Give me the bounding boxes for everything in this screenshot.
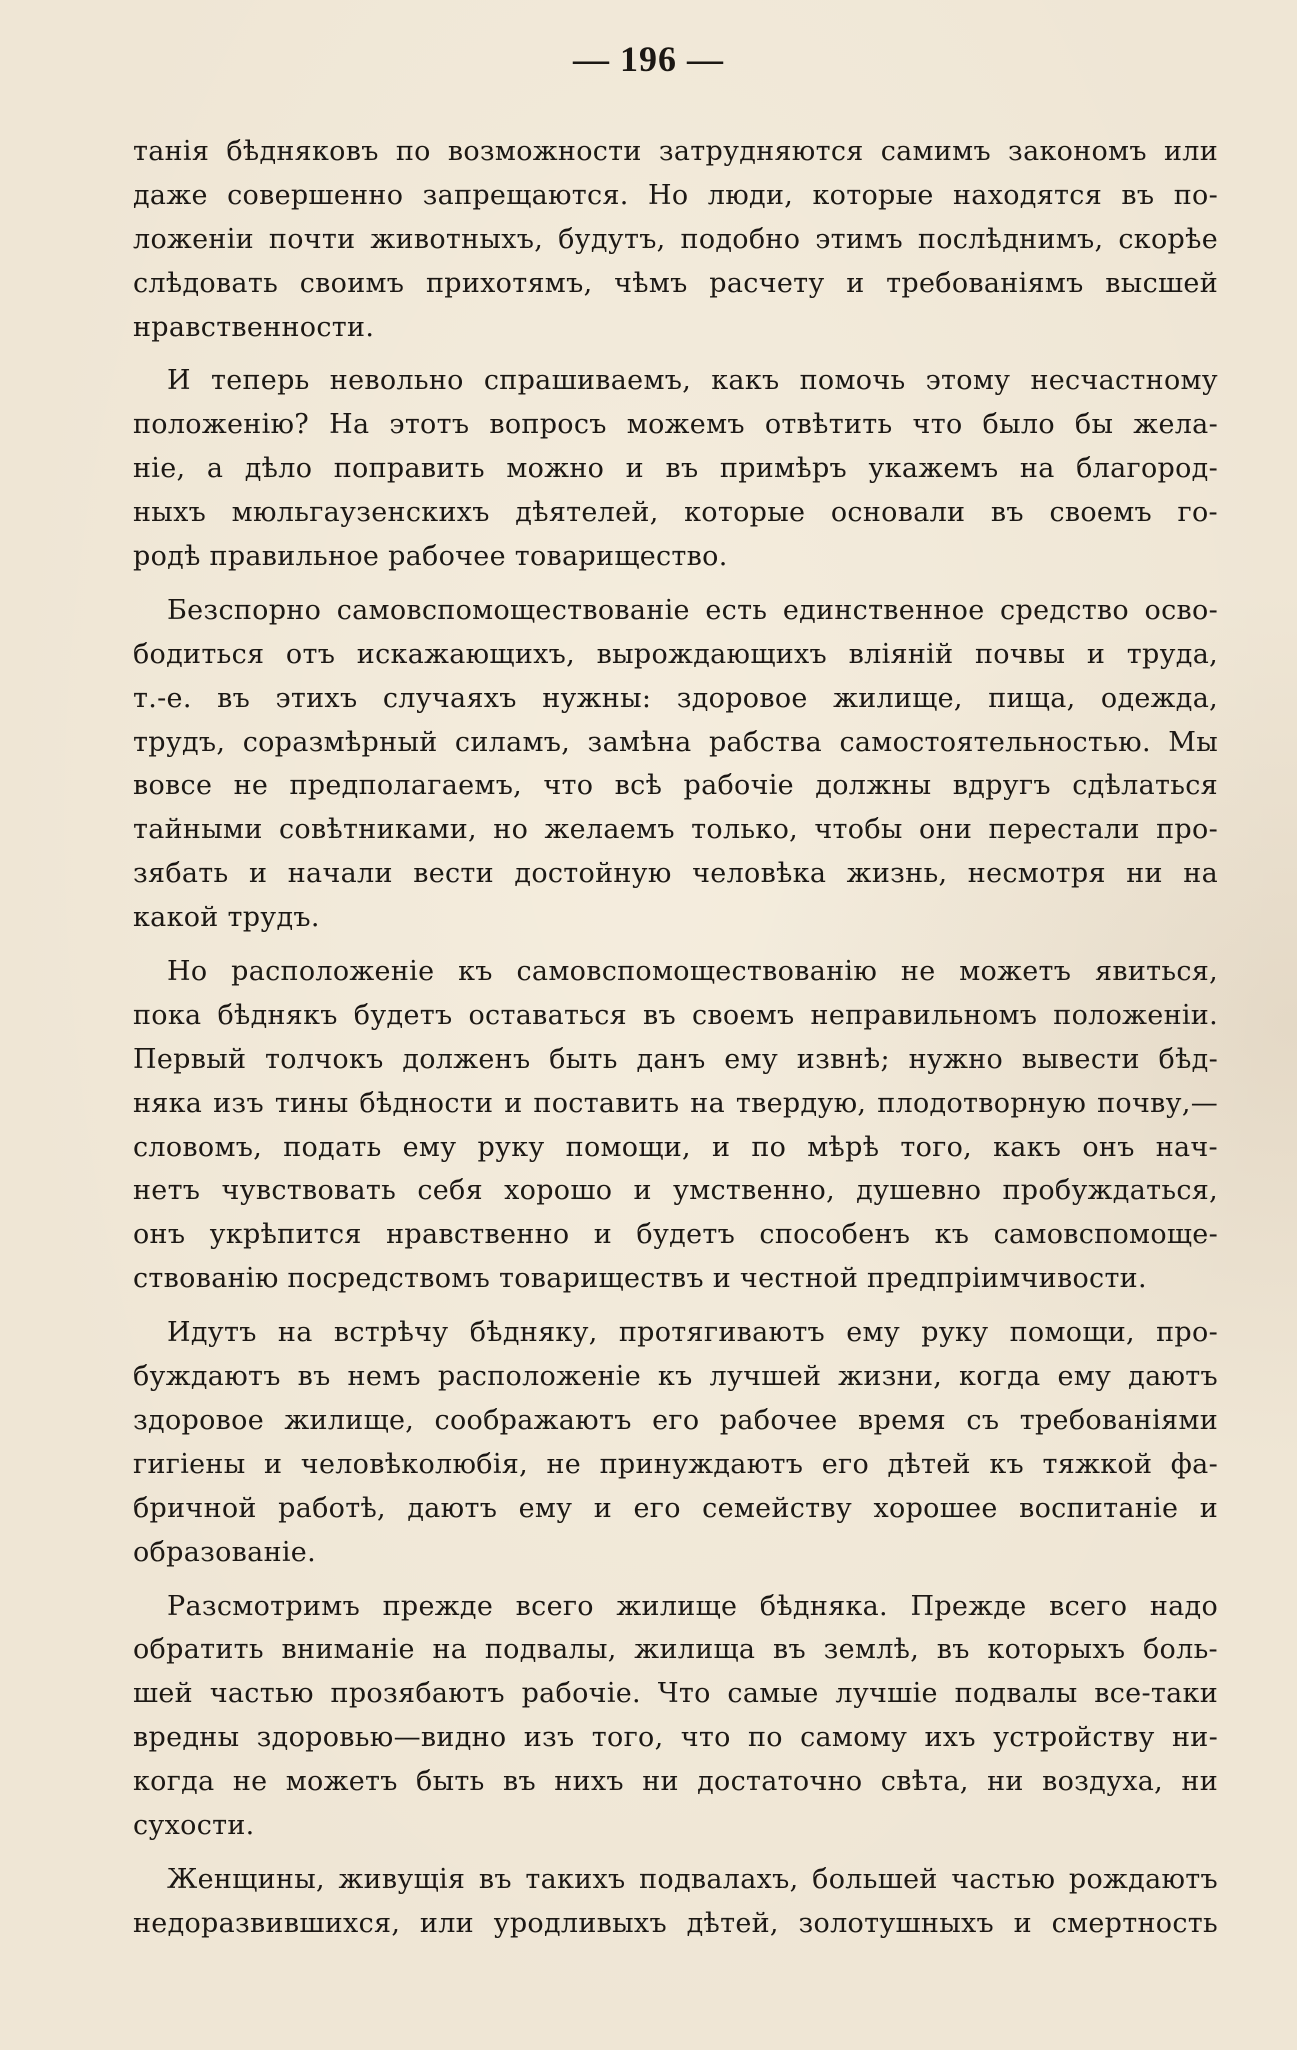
text-line: гигіены и человѣколюбія, не принуждаютъ его дѣтей къ тяжкой фа-	[133, 1448, 1218, 1480]
text-line: ложеніи почти животныхъ, будутъ, подобно этимъ послѣднимъ, скорѣе	[133, 223, 1218, 255]
paragraph-gap	[133, 349, 1218, 359]
text-line: Женщины, живущія въ такихъ подвалахъ, большей частью рождаютъ	[167, 1863, 1218, 1895]
text-line: онъ укрѣпится нравственно и будетъ способенъ къ самовспомоще-	[133, 1219, 1218, 1251]
text-line: какой трудъ.	[133, 902, 320, 934]
paragraph-gap	[133, 1848, 1218, 1858]
text-line: бричной работѣ, даютъ ему и его семейству хорошее воспитаніе и	[133, 1492, 1218, 1524]
text-line: ствованію посредствомъ товариществъ и честной предпріимчивости.	[133, 1263, 1147, 1295]
text-line: Но расположеніе къ самовспомоществованію не можетъ явиться,	[167, 956, 1218, 988]
text-line: образованіе.	[133, 1536, 316, 1568]
paragraph	[133, 1585, 1218, 1848]
paragraph-gap	[133, 940, 1218, 950]
text-line: сухости.	[133, 1809, 255, 1841]
body-text	[133, 130, 1218, 1946]
paragraph	[133, 1858, 1218, 1946]
text-line: нетъ чувствовать себя хорошо и умственно, душевно пробуждаться,	[133, 1175, 1218, 1207]
text-line: зябать и начали вести достойную человѣка жизнь, несмотря ни на	[133, 858, 1218, 890]
text-line: недоразвившихся, или уродливыхъ дѣтей, золотушныхъ и смертность	[133, 1907, 1218, 1939]
text-line: ныхъ мюльгаузенскихъ дѣятелей, которые основали въ своемъ го-	[133, 497, 1218, 529]
text-line: нравственности.	[133, 311, 375, 343]
paragraph	[133, 1311, 1218, 1574]
text-line: слѣдовать своимъ прихотямъ, чѣмъ расчету и требованіямъ высшей	[133, 267, 1218, 299]
text-line: словомъ, подать ему руку помощи, и по мѣрѣ того, какъ онъ нач-	[133, 1131, 1218, 1163]
text-line: тайными совѣтниками, но желаемъ только, чтобы они перестали про-	[133, 814, 1218, 846]
text-line: обратить вниманіе на подвалы, жилища въ землѣ, въ которыхъ боль-	[133, 1634, 1218, 1666]
paragraph-gap	[133, 1301, 1218, 1311]
text-line: трудъ, соразмѣрный силамъ, замѣна рабства самостоятельностью. Мы	[133, 726, 1218, 758]
text-line: здоровое жилище, соображаютъ его рабочее время съ требованіями	[133, 1404, 1218, 1436]
paragraph	[133, 950, 1218, 1301]
text-line: Безспорно самовспомоществованіе есть единственное средство осво-	[167, 594, 1218, 626]
text-line: бодиться отъ искажающихъ, вырождающихъ вліяній почвы и труда,	[133, 638, 1218, 670]
text-line: вовсе не предполагаемъ, что всѣ рабочіе должны вдругъ сдѣлаться	[133, 770, 1218, 802]
text-line: Идутъ на встрѣчу бѣдняку, протягиваютъ ему руку помощи, про-	[167, 1317, 1218, 1349]
page-number: — 196 —	[573, 39, 724, 79]
text-line: пока бѣднякъ будетъ оставаться въ своемъ неправильномъ положеніи.	[133, 999, 1218, 1031]
text-line: Первый толчокъ долженъ быть данъ ему извнѣ; нужно вывести бѣд-	[133, 1043, 1218, 1075]
text-line: родѣ правильное рабочее товарищество.	[133, 541, 728, 573]
text-line: т.-е. въ этихъ случаяхъ нужны: здоровое жилище, пища, одежда,	[133, 682, 1218, 714]
paragraph-gap	[133, 579, 1218, 589]
text-line: Разсмотримъ прежде всего жилище бѣдняка. Прежде всего надо	[167, 1590, 1218, 1622]
text-line: когда не можетъ быть въ нихъ ни достаточно свѣта, ни воздуха, ни	[133, 1766, 1218, 1798]
paragraph	[133, 359, 1218, 578]
text-line: ніе, а дѣло поправить можно и въ примѣръ укажемъ на благород-	[133, 453, 1218, 485]
text-line: И теперь невольно спрашиваемъ, какъ помочь этому несчастному	[167, 365, 1218, 397]
text-line: положенію? На этотъ вопросъ можемъ отвѣтить что было бы жела-	[133, 409, 1218, 441]
paragraph-gap	[133, 1575, 1218, 1585]
text-line: буждаютъ въ немъ расположеніе къ лучшей жизни, когда ему даютъ	[133, 1361, 1218, 1393]
text-line: вредны здоровью—видно изъ того, что по самому ихъ устройству ни-	[133, 1722, 1218, 1754]
text-line: няка изъ тины бѣдности и поставить на твердую, плодотворную почву,—	[133, 1087, 1218, 1119]
text-line: шей частью прозябаютъ рабочіе. Что самые лучшіе подвалы все-таки	[133, 1678, 1218, 1710]
paragraph	[133, 130, 1218, 349]
text-line: даже совершенно запрещаются. Но люди, которые находятся въ по-	[133, 179, 1218, 211]
text-line: танія бѣдняковъ по возможности затрудняются самимъ закономъ или	[133, 136, 1218, 167]
paragraph	[133, 589, 1218, 940]
